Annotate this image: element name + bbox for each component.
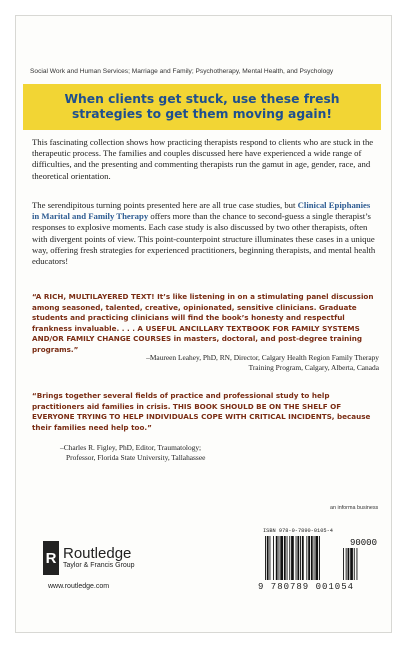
barcode-image xyxy=(263,536,379,580)
review-attribution-2 xyxy=(60,443,380,462)
attribution-1-line-2: Training Program, Calgary, Alberta, Canada xyxy=(248,362,379,372)
attribution-2-line-1: –Charles R. Figley, PhD, Editor, Traumatology; xyxy=(60,443,202,452)
publisher-website: www.routledge.com xyxy=(48,583,110,590)
review-quote-2: “Brings together several fields of practice and professional study to help practitioners aid families in crisis. THIS BOOK SHOULD BE ON THE SHELF OF EVERYONE TRYING TO HELP INDIVIDUALS COPE WITH CRITICAL INCIDENTS, because their families need help too.” xyxy=(32,391,371,432)
publisher-name: Routledge xyxy=(63,544,132,562)
publisher-group: Taylor & Francis Group xyxy=(63,561,135,569)
barcode-number: 9 780789 001054 xyxy=(258,582,355,592)
description-lead: The serendipitous turning points presented here are all true case studies, but xyxy=(32,200,298,210)
review-quote-1: “A RICH, MULTILAYERED TEXT! It’s like listening in on a stimulating panel discussion among seasoned, talented, creative, opinionated, sensitive clinicians. Graduate students and practicing clinicians will find the book’s honesty and respectful frankness invaluable. . . . A USEFUL ANCILLARY TEXTBOOK FOR FAMILY SYSTEMS AND/OR FAMILY CHANGE COURSES in masters, doctoral, and post-degree training programs.” xyxy=(32,292,374,354)
publisher-logo xyxy=(43,541,135,575)
category-line: Social Work and Human Services; Marriage and Family; Psychotherapy, Mental Health, and Psychology xyxy=(30,68,334,75)
headline-banner xyxy=(23,84,381,130)
isbn-label: ISBN 978-0-7890-0105-4 xyxy=(263,528,333,534)
description-rest: offers more than the chance to second-guess a single therapist’s responses to explosive moments. Each case study is also discussed by two other therapists, often with divergent points of view. This point-counterpoint structure illuminates these cases in a unique way, offering fresh strategies for experienced practitioners, beginning therapists, and mental health educators! xyxy=(32,211,376,267)
price-code: 90000 xyxy=(349,538,377,548)
informa-tagline: an informa business xyxy=(330,505,379,511)
book-title: Clinical Epiphanies in Marital and Family Therapy xyxy=(32,200,371,222)
attribution-1-line-1: –Maureen Leahey, PhD, RN, Director, Calgary Health Region Family Therapy xyxy=(146,353,379,362)
attribution-2-line-2: Professor, Florida State University, Tallahassee xyxy=(66,452,206,462)
review-attribution-1 xyxy=(49,353,379,372)
description-paragraph xyxy=(32,200,378,267)
headline-text: When clients get stuck, use these fresh strategies to get them moving again! xyxy=(64,92,340,121)
intro-paragraph: This fascinating collection shows how practicing therapists respond to clients who are stuck in the therapeutic process. The families and couples discussed here have experienced a wide range of difficulties, and the presenting and commenting therapists run the gamut in age, gender, race, and theoretical orientation. xyxy=(32,137,374,181)
routledge-r-icon: R xyxy=(43,541,59,575)
